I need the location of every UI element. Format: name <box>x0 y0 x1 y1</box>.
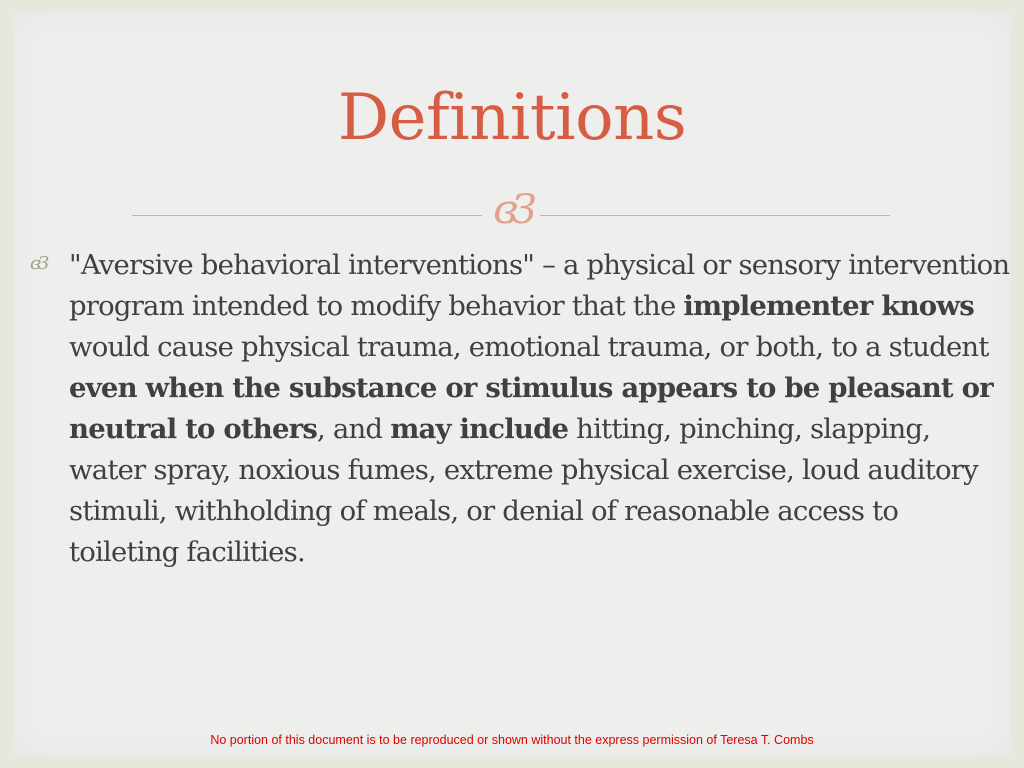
slide-title: Definitions <box>337 81 687 155</box>
bullet-icon: ɞЗ <box>30 253 47 274</box>
title-divider-left <box>132 215 482 216</box>
definition-emphasis-segment: even when the substance or stimulus appears to be pleasant or neutral to others <box>69 372 993 445</box>
definition-text-segment: would cause physical trauma, emotional trauma, or both, to a student <box>69 331 989 363</box>
title-divider-right <box>540 215 890 216</box>
definition-paragraph <box>69 245 1014 573</box>
definition-text-segment: , and <box>317 413 391 445</box>
definition-text-segment: "Aversive behavioral interventions" – a physical or sensory intervention program intended to modify behavior that the <box>69 249 1010 322</box>
definition-emphasis-segment: implementer knows <box>683 290 974 322</box>
definition-emphasis-segment: may include <box>390 413 569 445</box>
ornament-icon: ɞЗ <box>493 187 531 233</box>
copyright-footer: No portion of this document is to be reproduced or shown without the express permission of Teresa T. Combs <box>210 733 814 747</box>
definition-text-segment: hitting, pinching, slapping, water spray, noxious fumes, extreme physical exercise, loud auditory stimuli, withholding of meals, or denial of reasonable access to toileting facilities. <box>69 413 978 568</box>
